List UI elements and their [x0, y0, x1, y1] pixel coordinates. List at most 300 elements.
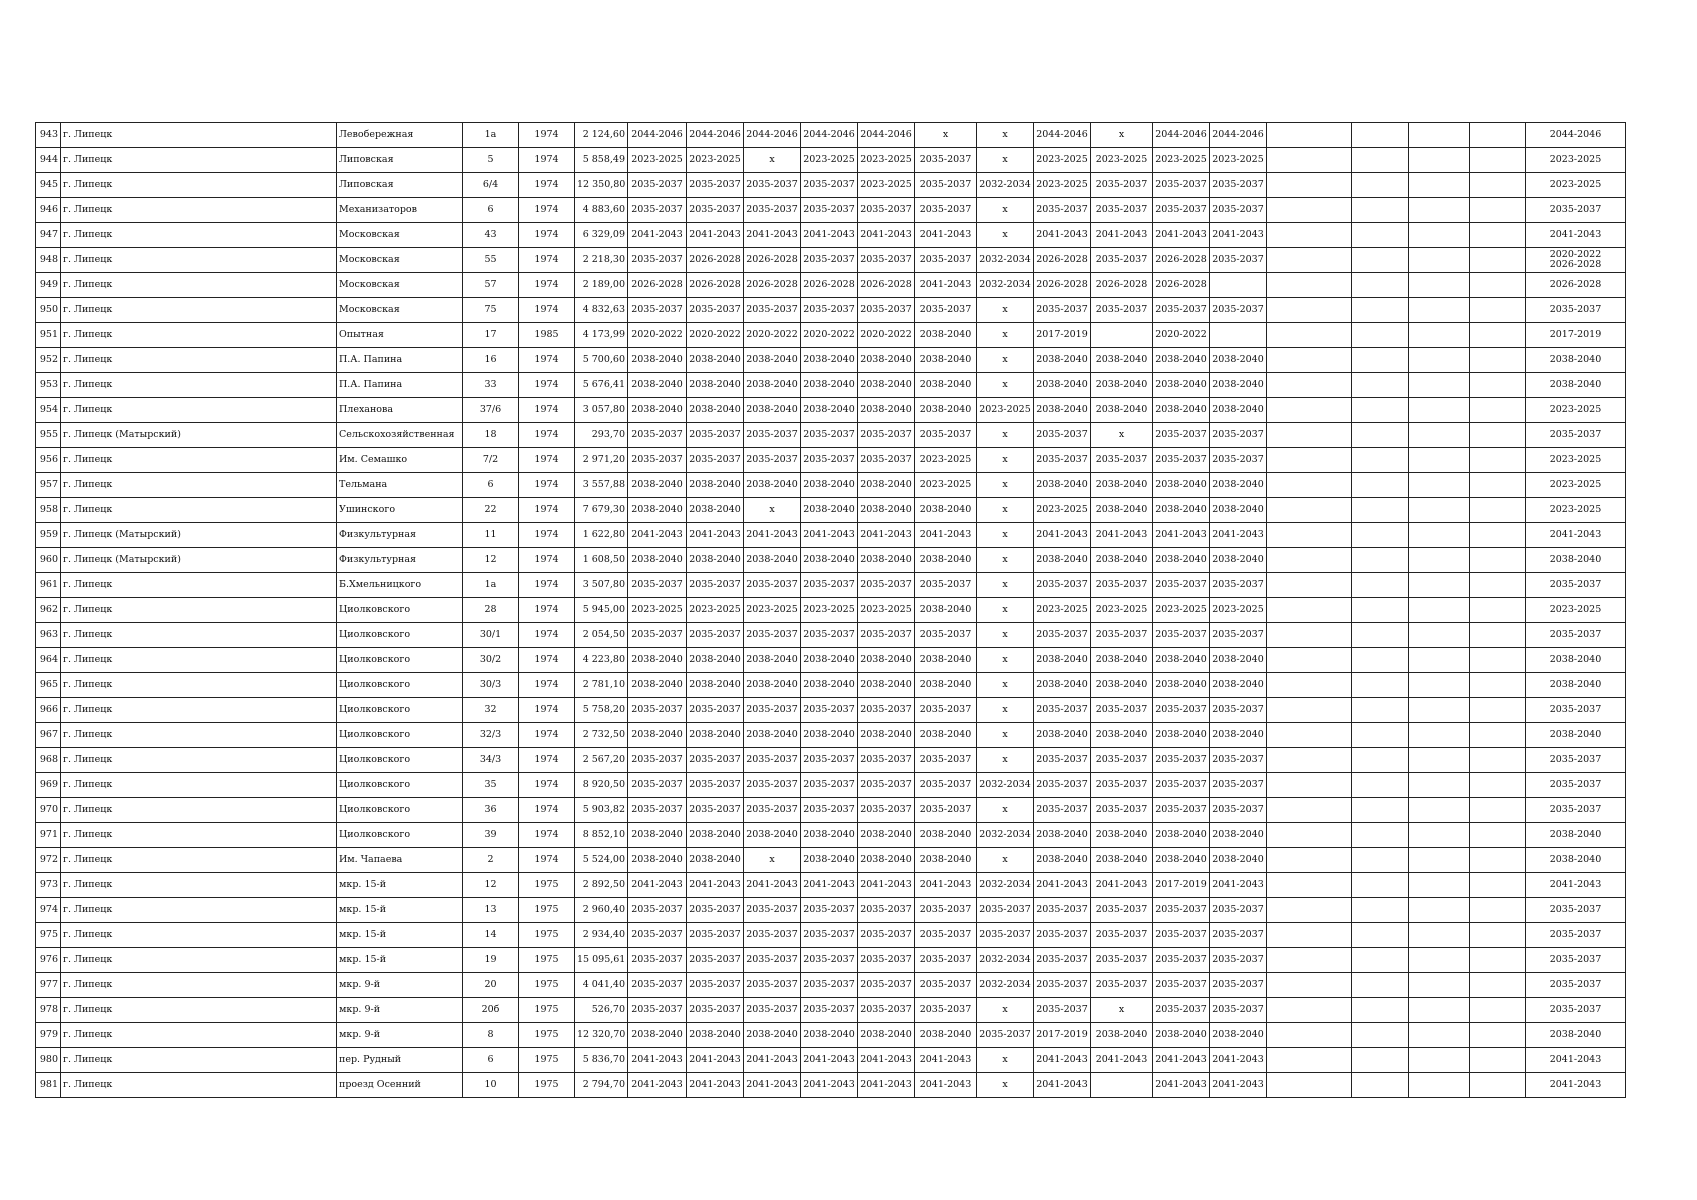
period-cell: 2038-2040 — [628, 648, 687, 673]
period-cell: 2044-2046 — [628, 123, 687, 148]
build-year-cell: 1974 — [519, 123, 575, 148]
street-cell: Циолковского — [337, 748, 463, 773]
period-cell: 2035-2037 — [628, 998, 687, 1023]
final-period-cell — [1526, 848, 1626, 873]
final-period-cell — [1526, 123, 1626, 148]
period-cell: 2041-2043 — [1210, 873, 1267, 898]
period-cell: 2041-2043 — [687, 523, 744, 548]
city-cell: г. Липецк — [61, 823, 337, 848]
empty-cell — [1409, 373, 1470, 398]
period-cell: 2035-2037 — [1034, 923, 1091, 948]
empty-cell — [1352, 848, 1409, 873]
area-cell: 7 679,30 — [575, 498, 628, 523]
final-period-cell — [1526, 423, 1626, 448]
build-year-cell: 1974 — [519, 573, 575, 598]
period-cell: 2035-2037 — [1034, 423, 1091, 448]
period-cell: 2041-2043 — [1210, 523, 1267, 548]
empty-cell — [1267, 1073, 1352, 1098]
city-cell: г. Липецк — [61, 348, 337, 373]
period-cell: 2038-2040 — [687, 848, 744, 873]
empty-cell — [1352, 698, 1409, 723]
period-cell: 2038-2040 — [1153, 723, 1210, 748]
period-cell: 2038-2040 — [687, 373, 744, 398]
empty-cell — [1409, 548, 1470, 573]
empty-cell — [1409, 998, 1470, 1023]
period-cell: 2041-2043 — [915, 523, 977, 548]
final-period-value: 2041-2043 — [1549, 1054, 1602, 1065]
empty-cell — [1409, 573, 1470, 598]
row-number-cell: 979 — [36, 1023, 61, 1048]
final-period-value: 2017-2019 — [1549, 329, 1602, 340]
empty-cell — [1470, 323, 1526, 348]
period-cell: 2035-2037 — [1091, 923, 1153, 948]
street-cell: Липовская — [337, 148, 463, 173]
period-cell: 2035-2037 — [628, 798, 687, 823]
period-cell: 2038-2040 — [915, 723, 977, 748]
row-number-cell: 952 — [36, 348, 61, 373]
period-cell: 2035-2037 — [1034, 198, 1091, 223]
period-cell: 2035-2037 — [977, 1023, 1034, 1048]
period-cell: 2035-2037 — [977, 923, 1034, 948]
period-cell: 2038-2040 — [628, 348, 687, 373]
house-number-cell: 6 — [463, 198, 519, 223]
period-cell: 2026-2028 — [628, 273, 687, 298]
period-cell: 2041-2043 — [915, 1048, 977, 1073]
table-row — [36, 498, 1626, 523]
empty-cell — [1352, 223, 1409, 248]
period-cell: х — [977, 348, 1034, 373]
period-cell: 2041-2043 — [858, 873, 915, 898]
period-cell: х — [977, 573, 1034, 598]
row-number-cell: 969 — [36, 773, 61, 798]
period-cell: 2035-2037 — [915, 198, 977, 223]
city-cell: г. Липецк — [61, 448, 337, 473]
house-number-cell: 19 — [463, 948, 519, 973]
period-cell: 2044-2046 — [801, 123, 858, 148]
table-row — [36, 348, 1626, 373]
period-cell: 2023-2025 — [1210, 148, 1267, 173]
house-number-cell: 33 — [463, 373, 519, 398]
period-cell: 2035-2037 — [915, 148, 977, 173]
period-cell: 2035-2037 — [858, 298, 915, 323]
row-number-cell: 953 — [36, 373, 61, 398]
period-cell: 2026-2028 — [1034, 248, 1091, 273]
period-cell: 2041-2043 — [687, 1048, 744, 1073]
build-year-cell: 1975 — [519, 873, 575, 898]
period-cell: 2041-2043 — [744, 1048, 801, 1073]
period-cell: 2035-2037 — [628, 973, 687, 998]
row-number-cell: 976 — [36, 948, 61, 973]
period-cell: 2035-2037 — [1034, 623, 1091, 648]
period-cell: х — [1091, 123, 1153, 148]
empty-cell — [1409, 248, 1470, 273]
table-row — [36, 673, 1626, 698]
period-cell: 2041-2043 — [915, 223, 977, 248]
period-cell: 2038-2040 — [858, 673, 915, 698]
period-cell: 2041-2043 — [915, 1073, 977, 1098]
period-cell: 2035-2037 — [801, 298, 858, 323]
empty-cell — [1352, 723, 1409, 748]
street-cell: Циолковского — [337, 623, 463, 648]
period-cell: 2041-2043 — [1091, 223, 1153, 248]
final-period-value: 2035-2037 — [1549, 779, 1602, 790]
street-cell: мкр. 9-й — [337, 998, 463, 1023]
area-cell: 5 524,00 — [575, 848, 628, 873]
street-cell: Циолковского — [337, 648, 463, 673]
period-cell: 2041-2043 — [801, 1073, 858, 1098]
period-cell: 2041-2043 — [801, 873, 858, 898]
build-year-cell: 1974 — [519, 598, 575, 623]
house-number-cell: 32 — [463, 698, 519, 723]
empty-cell — [1352, 523, 1409, 548]
period-cell: 2035-2037 — [1091, 973, 1153, 998]
period-cell: 2035-2037 — [1210, 423, 1267, 448]
house-number-cell: 18 — [463, 423, 519, 448]
empty-cell — [1267, 573, 1352, 598]
empty-cell — [1470, 523, 1526, 548]
period-cell: 2038-2040 — [687, 348, 744, 373]
city-cell: г. Липецк — [61, 873, 337, 898]
empty-cell — [1409, 873, 1470, 898]
period-cell: 2035-2037 — [744, 448, 801, 473]
period-cell: 2035-2037 — [915, 248, 977, 273]
period-cell: 2038-2040 — [628, 1023, 687, 1048]
city-cell: г. Липецк — [61, 623, 337, 648]
empty-cell — [1409, 398, 1470, 423]
period-cell: 2023-2025 — [687, 598, 744, 623]
period-cell: 2038-2040 — [1091, 1023, 1153, 1048]
house-number-cell: 30/2 — [463, 648, 519, 673]
area-cell: 2 971,20 — [575, 448, 628, 473]
period-cell: 2035-2037 — [1210, 773, 1267, 798]
period-cell: 2035-2037 — [801, 698, 858, 723]
period-cell: 2038-2040 — [628, 373, 687, 398]
period-cell: 2035-2037 — [1034, 698, 1091, 723]
table-row — [36, 973, 1626, 998]
period-cell: 2038-2040 — [1153, 848, 1210, 873]
period-cell: 2041-2043 — [744, 523, 801, 548]
area-cell: 5 945,00 — [575, 598, 628, 623]
street-cell: Циолковского — [337, 823, 463, 848]
period-cell: 2038-2040 — [744, 473, 801, 498]
period-cell: 2038-2040 — [801, 723, 858, 748]
area-cell: 2 934,40 — [575, 923, 628, 948]
area-cell: 2 189,00 — [575, 273, 628, 298]
period-cell: 2038-2040 — [628, 398, 687, 423]
empty-cell — [1267, 448, 1352, 473]
period-cell: 2035-2037 — [801, 998, 858, 1023]
house-number-cell: 20б — [463, 998, 519, 1023]
period-cell: 2038-2040 — [1153, 498, 1210, 523]
period-cell: х — [977, 198, 1034, 223]
period-cell: 2038-2040 — [1091, 823, 1153, 848]
city-cell: г. Липецк — [61, 1048, 337, 1073]
street-cell: Им. Семашко — [337, 448, 463, 473]
build-year-cell: 1974 — [519, 223, 575, 248]
period-cell: 2041-2043 — [858, 1073, 915, 1098]
area-cell: 2 781,10 — [575, 673, 628, 698]
row-number-cell: 950 — [36, 298, 61, 323]
empty-cell — [1409, 798, 1470, 823]
final-period-value: 2038-2040 — [1549, 729, 1602, 740]
period-cell: 2035-2037 — [1210, 173, 1267, 198]
period-cell: 2035-2037 — [858, 973, 915, 998]
period-cell: 2035-2037 — [1091, 698, 1153, 723]
final-period-value: 2035-2037 — [1549, 629, 1602, 640]
period-cell: 2023-2025 — [858, 148, 915, 173]
final-period-cell — [1526, 773, 1626, 798]
final-period-value: 2035-2037 — [1549, 1004, 1602, 1015]
period-cell: 2035-2037 — [1091, 623, 1153, 648]
period-cell: 2038-2040 — [628, 548, 687, 573]
period-cell: 2035-2037 — [744, 898, 801, 923]
period-cell: 2035-2037 — [915, 923, 977, 948]
row-number-cell: 981 — [36, 1073, 61, 1098]
period-cell: 2038-2040 — [915, 498, 977, 523]
empty-cell — [1470, 198, 1526, 223]
area-cell: 2 218,30 — [575, 248, 628, 273]
empty-cell — [1470, 673, 1526, 698]
period-cell: х — [977, 448, 1034, 473]
period-cell: 2041-2043 — [1034, 523, 1091, 548]
empty-cell — [1352, 998, 1409, 1023]
empty-cell — [1267, 373, 1352, 398]
house-number-cell: 30/3 — [463, 673, 519, 698]
final-period-value: 2023-2025 — [1549, 404, 1602, 415]
empty-cell — [1409, 848, 1470, 873]
period-cell: 2038-2040 — [858, 348, 915, 373]
empty-cell — [1352, 173, 1409, 198]
period-cell: 2038-2040 — [915, 598, 977, 623]
empty-cell — [1267, 123, 1352, 148]
empty-cell — [1470, 848, 1526, 873]
period-cell: 2038-2040 — [1091, 723, 1153, 748]
period-cell: 2041-2043 — [687, 1073, 744, 1098]
empty-cell — [1267, 1048, 1352, 1073]
final-period-value: 2023-2025 — [1549, 504, 1602, 515]
final-period-cell — [1526, 823, 1626, 848]
empty-cell — [1352, 423, 1409, 448]
empty-cell — [1409, 323, 1470, 348]
final-period-value: 2038-2040 — [1549, 1029, 1602, 1040]
row-number-cell: 947 — [36, 223, 61, 248]
period-cell: 2035-2037 — [915, 998, 977, 1023]
row-number-cell: 978 — [36, 998, 61, 1023]
empty-cell — [1267, 173, 1352, 198]
street-cell: Московская — [337, 248, 463, 273]
period-cell: х — [977, 623, 1034, 648]
area-cell: 3 057,80 — [575, 398, 628, 423]
period-cell: 2026-2028 — [858, 273, 915, 298]
period-cell: х — [1091, 423, 1153, 448]
street-cell: мкр. 15-й — [337, 873, 463, 898]
period-cell: 2035-2037 — [744, 298, 801, 323]
period-cell: 2035-2037 — [687, 573, 744, 598]
empty-cell — [1409, 648, 1470, 673]
empty-cell — [1267, 248, 1352, 273]
period-cell: 2041-2043 — [744, 873, 801, 898]
empty-cell — [1267, 398, 1352, 423]
period-cell: 2026-2028 — [744, 248, 801, 273]
final-period-value: 2041-2043 — [1549, 1079, 1602, 1090]
period-cell: 2035-2037 — [744, 173, 801, 198]
build-year-cell: 1974 — [519, 198, 575, 223]
empty-cell — [1352, 198, 1409, 223]
period-cell: 2035-2037 — [801, 748, 858, 773]
period-cell: 2035-2037 — [1034, 298, 1091, 323]
final-period-cell — [1526, 698, 1626, 723]
house-number-cell: 5 — [463, 148, 519, 173]
empty-cell — [1470, 448, 1526, 473]
street-cell: Сельскохозяйственная — [337, 423, 463, 448]
build-year-cell: 1975 — [519, 998, 575, 1023]
final-period-value: 2038-2040 — [1549, 679, 1602, 690]
period-cell: 2038-2040 — [1034, 473, 1091, 498]
empty-cell — [1409, 698, 1470, 723]
period-cell: 2035-2037 — [1091, 298, 1153, 323]
final-period-cell — [1526, 1048, 1626, 1073]
city-cell: г. Липецк — [61, 223, 337, 248]
period-cell: 2035-2037 — [1034, 973, 1091, 998]
table-row — [36, 323, 1626, 348]
empty-cell — [1352, 648, 1409, 673]
empty-cell — [1267, 998, 1352, 1023]
period-cell: 2035-2037 — [628, 948, 687, 973]
build-year-cell: 1975 — [519, 948, 575, 973]
period-cell: 2038-2040 — [1153, 1023, 1210, 1048]
table-row — [36, 573, 1626, 598]
house-number-cell: 35 — [463, 773, 519, 798]
period-cell: 2038-2040 — [744, 1023, 801, 1048]
period-cell: 2035-2037 — [915, 948, 977, 973]
row-number-cell: 944 — [36, 148, 61, 173]
period-cell: 2035-2037 — [628, 248, 687, 273]
period-cell: 2035-2037 — [687, 623, 744, 648]
period-cell: 2035-2037 — [1034, 998, 1091, 1023]
empty-cell — [1409, 1023, 1470, 1048]
period-cell: 2035-2037 — [1091, 448, 1153, 473]
period-cell: 2035-2037 — [858, 448, 915, 473]
period-cell: 2038-2040 — [1210, 673, 1267, 698]
final-period-cell — [1526, 723, 1626, 748]
period-cell: 2035-2037 — [1210, 623, 1267, 648]
period-cell: 2035-2037 — [1153, 898, 1210, 923]
empty-cell — [1267, 648, 1352, 673]
empty-cell — [1409, 673, 1470, 698]
period-cell: 2020-2022 — [687, 323, 744, 348]
period-cell: 2038-2040 — [1210, 348, 1267, 373]
city-cell: г. Липецк (Матырский) — [61, 548, 337, 573]
period-cell: 2035-2037 — [1153, 623, 1210, 648]
period-cell: 2038-2040 — [1091, 373, 1153, 398]
table-row — [36, 1048, 1626, 1073]
period-cell: 2035-2037 — [1091, 173, 1153, 198]
table-row — [36, 698, 1626, 723]
period-cell: 2035-2037 — [628, 623, 687, 648]
final-period-value: 2041-2043 — [1549, 529, 1602, 540]
period-cell — [1091, 1073, 1153, 1098]
period-cell: 2038-2040 — [915, 348, 977, 373]
final-period-cell — [1526, 173, 1626, 198]
period-cell: 2038-2040 — [744, 548, 801, 573]
period-cell: 2032-2034 — [977, 823, 1034, 848]
period-cell: 2035-2037 — [1153, 773, 1210, 798]
build-year-cell: 1974 — [519, 698, 575, 723]
empty-cell — [1409, 273, 1470, 298]
period-cell: 2041-2043 — [1034, 1073, 1091, 1098]
build-year-cell: 1974 — [519, 548, 575, 573]
city-cell: г. Липецк — [61, 598, 337, 623]
table-row — [36, 998, 1626, 1023]
house-number-cell: 34/3 — [463, 748, 519, 773]
period-cell: 2038-2040 — [687, 823, 744, 848]
empty-cell — [1470, 273, 1526, 298]
final-period-cell — [1526, 223, 1626, 248]
period-cell: 2023-2025 — [628, 598, 687, 623]
period-cell: х — [977, 323, 1034, 348]
period-cell: 2035-2037 — [687, 898, 744, 923]
empty-cell — [1409, 1073, 1470, 1098]
period-cell: х — [977, 748, 1034, 773]
house-number-cell: 22 — [463, 498, 519, 523]
city-cell: г. Липецк — [61, 323, 337, 348]
city-cell: г. Липецк — [61, 473, 337, 498]
period-cell: 2038-2040 — [801, 848, 858, 873]
period-cell: 2020-2022 — [801, 323, 858, 348]
period-cell: 2038-2040 — [1153, 673, 1210, 698]
area-cell: 5 836,70 — [575, 1048, 628, 1073]
period-cell: 2035-2037 — [1153, 948, 1210, 973]
build-year-cell: 1974 — [519, 298, 575, 323]
period-cell: 2035-2037 — [1034, 798, 1091, 823]
final-period-cell — [1526, 798, 1626, 823]
build-year-cell: 1975 — [519, 1073, 575, 1098]
period-cell: 2038-2040 — [1034, 348, 1091, 373]
empty-cell — [1470, 423, 1526, 448]
period-cell: х — [977, 423, 1034, 448]
empty-cell — [1470, 923, 1526, 948]
final-period-value: 2023-2025 — [1549, 154, 1602, 165]
period-cell: 2038-2040 — [915, 548, 977, 573]
empty-cell — [1352, 973, 1409, 998]
period-cell: 2044-2046 — [858, 123, 915, 148]
street-cell: Физкультурная — [337, 548, 463, 573]
period-cell: 2035-2037 — [801, 898, 858, 923]
street-cell: П.А. Папина — [337, 348, 463, 373]
final-period-cell — [1526, 348, 1626, 373]
house-number-cell: 11 — [463, 523, 519, 548]
period-cell: 2038-2040 — [1153, 823, 1210, 848]
street-cell: Циолковского — [337, 673, 463, 698]
period-cell: 2041-2043 — [1153, 1073, 1210, 1098]
period-cell: 2023-2025 — [1153, 598, 1210, 623]
period-cell: 2035-2037 — [1091, 573, 1153, 598]
period-cell: 2035-2037 — [1210, 923, 1267, 948]
row-number-cell: 958 — [36, 498, 61, 523]
period-cell: 2035-2037 — [801, 423, 858, 448]
period-cell: 2020-2022 — [628, 323, 687, 348]
final-period-cell — [1526, 523, 1626, 548]
period-cell: 2041-2043 — [687, 873, 744, 898]
table-row — [36, 898, 1626, 923]
period-cell: 2035-2037 — [628, 448, 687, 473]
city-cell: г. Липецк — [61, 123, 337, 148]
period-cell: 2038-2040 — [628, 723, 687, 748]
period-cell: х — [977, 723, 1034, 748]
period-cell: 2035-2037 — [744, 623, 801, 648]
period-cell: 2020-2022 — [744, 323, 801, 348]
build-year-cell: 1975 — [519, 1048, 575, 1073]
